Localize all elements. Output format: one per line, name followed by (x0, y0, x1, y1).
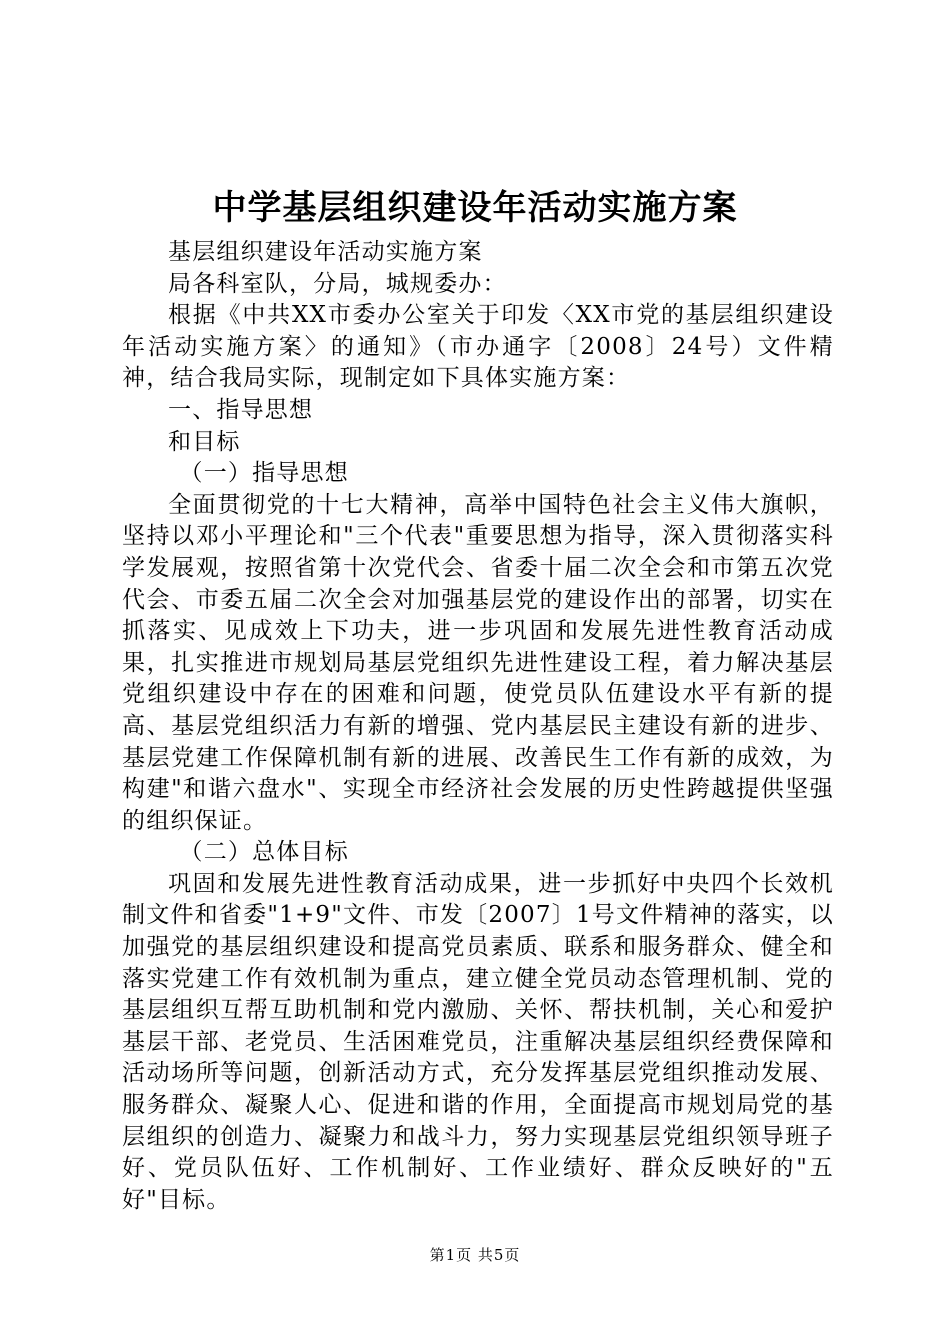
paragraph-heading: 基层组织建设年活动实施方案 (168, 239, 483, 265)
subsection-heading-2: （二）总体目标 (179, 839, 349, 866)
document-title: 中学基层组织建设年活动实施方案 (212, 188, 738, 228)
paragraph-addressee: 局各科室队，分局，城规委办： (168, 270, 507, 297)
document-body (122, 237, 834, 1216)
page-number: 第1页 共5页 (429, 1246, 521, 1264)
section-heading-1: 一、指导思想 (168, 396, 314, 423)
paragraph-intro: 根据《中共XX市委办公室关于印发〈XX市党的基层组织建设年活动实施方案〉的通知》（市办通字〔2008〕24号）文件精神，结合我局实际，现制定如下具体实施方案： (122, 302, 834, 392)
section-heading-1-cont: 和目标 (168, 428, 241, 455)
paragraph-guiding-thought: 全面贯彻党的十七大精神，高举中国特色社会主义伟大旗帜，坚持以邓小平理论和"三个代表"重要思想为指导，深入贯彻落实科学发展观，按照省第十次党代会、省委十届二次全会和市第五次党代会、市委五届二次全会对加强基层党的建设作出的部署，切实在抓落实、见成效上下功夫，进一步巩固和发展先进性教育活动成果，扎实推进市规划局基层党组织先进性建设工程，着力解决基层党组织建设中存在的困难和问题，使党员队伍建设水平有新的提高、基层党组织活力有新的增强、党内基层民主建设有新的进步、基层党建工作保障机制有新的进展、改善民生工作有新的成效，为构建"和谐六盘水"、实现全市经济社会发展的历史性跨越提供坚强的组织保证。 (122, 491, 834, 834)
paragraph-overall-goal: 巩固和发展先进性教育活动成果，进一步抓好中央四个长效机制文件和省委"1+9"文件、市发〔2007〕1号文件精神的落实，以加强党的基层组织建设和提高党员素质、联系和服务群众、健全和落实党建工作有效机制为重点，建立健全党员动态管理机制、党的基层组织互帮互助机制和党内激励、关怀、帮扶机制，关心和爱护基层干部、老党员、生活困难党员，注重解决基层组织经费保障和活动场所等问题，创新活动方式，充分发挥基层党组织推动发展、服务群众、凝聚人心、促进和谐的作用，全面提高市规划局党的基层组织的创造力、凝聚力和战斗力，努力实现基层党组织领导班子好、党员队伍好、工作机制好、工作业绩好、群众反映好的"五好"目标。 (122, 870, 834, 1213)
subsection-heading-1: （一）指导思想 (179, 460, 349, 487)
